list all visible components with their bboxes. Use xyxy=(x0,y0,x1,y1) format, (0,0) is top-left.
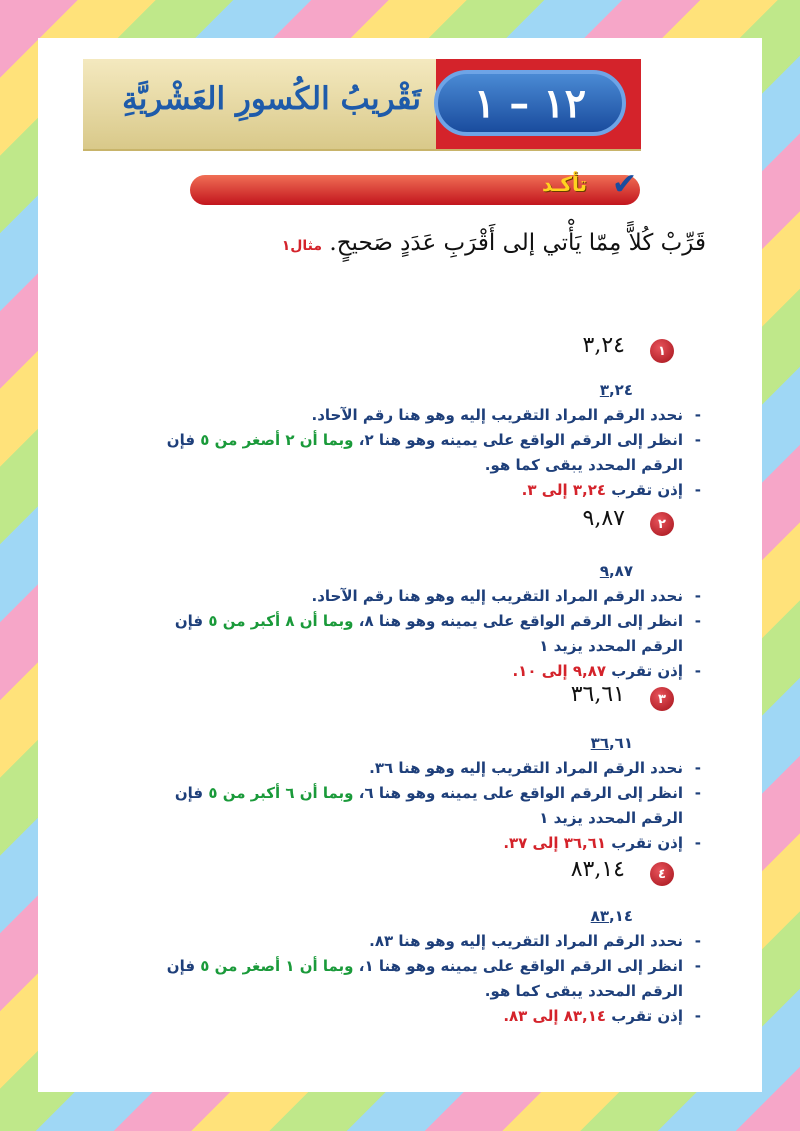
step-1: - نحدد الرقم المراد التقريب إليه وهو هنا رقم الآحاد. xyxy=(145,403,705,428)
step-3: - إذن تقرب ٨٣,١٤ إلى ٨٣. xyxy=(145,1004,705,1029)
step-2: - انظر إلى الرقم الواقع على يمينه وهو هنا ٦، وبما أن ٦ أكبر من ٥ فإن الرقم المحدد يزيد ١ xyxy=(145,781,705,831)
instruction-text: قَرِّبْ كُلاًّ مِمّا يَأْتي إلى أَقْرَبِ عَدَدٍ صَحيحٍ. xyxy=(329,230,706,256)
instruction xyxy=(146,230,706,256)
exercise-number-badge: ١ xyxy=(650,339,674,363)
step-1: - نحدد الرقم المراد التقريب إليه وهو هنا رقم الآحاد. xyxy=(145,584,705,609)
solution-steps xyxy=(145,756,705,856)
worked-digits xyxy=(591,907,633,925)
exercise-value: ٣٦,٦١ xyxy=(570,682,625,707)
exercise-number-badge: ٢ xyxy=(650,512,674,536)
worked-digits xyxy=(591,734,633,752)
step-1: - نحدد الرقم المراد التقريب إليه وهو هنا ٣٦. xyxy=(145,756,705,781)
rest-digits: ,٨٧ xyxy=(608,562,633,580)
rest-digits: ,١٤ xyxy=(608,907,633,925)
exercise-value: ٩,٨٧ xyxy=(582,506,625,531)
rounded-digit: ٨٣ xyxy=(590,907,609,925)
rest-digits: ,٢٤ xyxy=(608,381,633,399)
rest-digits: ,٦١ xyxy=(608,734,633,752)
lesson-number: ١٢ – ١ xyxy=(473,79,587,127)
checkmark-icon: ✔ xyxy=(612,167,638,202)
rounded-digit: ٣٦ xyxy=(590,734,609,752)
step-3: - إذن تقرب ٣,٢٤ إلى ٣. xyxy=(145,478,705,503)
section-label: تأكـد xyxy=(542,172,588,196)
step-2: - انظر إلى الرقم الواقع على يمينه وهو هنا ٨، وبما أن ٨ أكبر من ٥ فإن الرقم المحدد يزيد ١ xyxy=(145,609,705,659)
solution-steps xyxy=(145,584,705,684)
step-3: - إذن تقرب ٣٦,٦١ إلى ٣٧. xyxy=(145,831,705,856)
worked-digits xyxy=(600,381,633,399)
exercise-value: ٨٣,١٤ xyxy=(570,857,625,882)
lesson-title: تَقْريبُ الكُسورِ العَشْريَّةِ xyxy=(122,81,421,117)
step-3: - إذن تقرب ٩,٨٧ إلى ١٠. xyxy=(145,659,705,684)
rounded-digit: ٩ xyxy=(599,562,609,580)
lesson-banner xyxy=(83,59,641,151)
lesson-number-badge xyxy=(434,70,626,136)
worked-digits xyxy=(600,562,633,580)
rounded-digit: ٣ xyxy=(599,381,609,399)
step-1: - نحدد الرقم المراد التقريب إليه وهو هنا ٨٣. xyxy=(145,929,705,954)
example-reference: مثال١ xyxy=(281,238,323,254)
exercise-number-badge: ٣ xyxy=(650,687,674,711)
step-2: - انظر إلى الرقم الواقع على يمينه وهو هنا ١، وبما أن ١ أصغر من ٥ فإن الرقم المحدد يبقى كما هو. xyxy=(145,954,705,1004)
exercise-value: ٣,٢٤ xyxy=(582,333,625,358)
step-2: - انظر إلى الرقم الواقع على يمينه وهو هنا ٢، وبما أن ٢ أصغر من ٥ فإن الرقم المحدد يبقى كما هو. xyxy=(145,428,705,478)
exercise-number-badge: ٤ xyxy=(650,862,674,886)
solution-steps xyxy=(145,403,705,503)
solution-steps xyxy=(145,929,705,1029)
